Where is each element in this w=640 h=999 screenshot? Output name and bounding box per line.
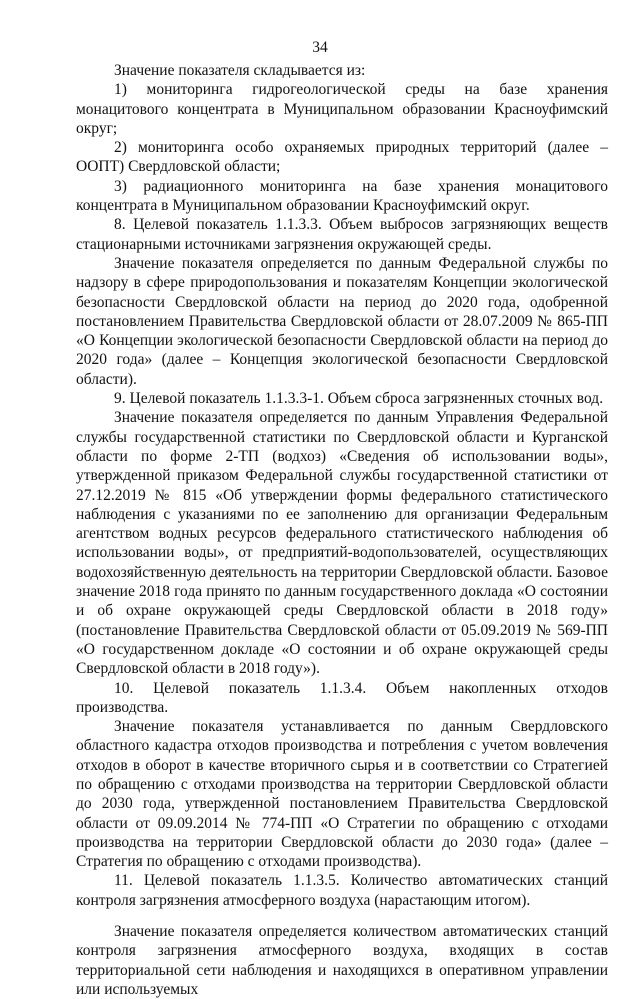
paragraph-item-2: 2) мониторинга особо охраняемых природных территорий (далее – ООПТ) Свердловской области; — [76, 139, 608, 176]
paragraph-indicator-8: 8. Целевой показатель 1.1.3.3. Объем выбросов загрязняющих веществ стационарными источниками загрязнения окружающей среды. — [76, 216, 608, 253]
paragraph-indicator-10: 10. Целевой показатель 1.1.3.4. Объем накопленных отходов производства. — [76, 679, 608, 716]
paragraph-indicator-11: 11. Целевой показатель 1.1.3.5. Количество автоматических станций контроля загрязнения атмосферного воздуха (нарастающим итогом). — [76, 872, 608, 909]
paragraph-composition-intro: Значение показателя складывается из: — [114, 62, 366, 79]
paragraph-indicator-10-description: Значение показателя устанавливается по данным Свердловского областного кадастра отходов производства и потребления с учетом вовлечения отходов в оборот в качестве вторичного сырья и в соответствии со Стратегией по обращению с отходами производства на территории Свердловской области до 2030 года, утвержденной постановлением Правительства Свердловской области от 09.09.2014 № 774-ПП «О Стратегии по обращению с отходами производства на территории Свердловской области до 2030 года» (далее – Стратегия по обращению с отходами производства). — [76, 718, 608, 871]
paragraph-indicator-8-description: Значение показателя определяется по данным Федеральной службы по надзору в сфере природопользования и показателям Концепции экологической безопасности Свердловской области на период до 2020 года, одобренной постановлением Правительства Свердловской области от 28.07.2009 № 865-ПП «О Концепции экологической безопасности Свердловской области на период до 2020 года» (далее – Концепция экологической безопасности Свердловской области). — [76, 254, 608, 388]
paragraph-item-1: 1) мониторинга гидрогеологической среды на базе хранения монацитового концентрата в Муниципальном образовании Красноуфимский округ; — [76, 81, 608, 137]
paragraph-item-3: 3) радиационного мониторинга на базе хранения монацитового концентрата в Муниципальном образовании Красноуфимский округ. — [76, 177, 608, 215]
page-number: 34 — [312, 39, 328, 56]
paragraph-indicator-11-description: Значение показателя определяется количеством автоматических станций контроля загрязнения атмосферного воздуха, входящих в состав территориальной сети наблюдения и находящихся в оперативном управлении или используемых — [76, 923, 608, 998]
paragraph-indicator-9-description: Значение показателя определяется по данным Управления Федеральной службы государственной статистики по Свердловской области и Курганской области по форме 2-ТП (водхоз) «Сведения об использовании воды», утвержденной приказом Федеральной службы государственной статистики от 27.12.2019 № 815 «Об утверждении формы федерального статистического наблюдения с указаниями по ее заполнению для организации Федеральным агентством водных ресурсов федерального статистического наблюдения об использовании воды», от предприятий-водопользователей, осуществляющих водохозяйственную деятельность на территории Свердловской области. Базовое значение 2018 года принято по данным государственного доклада «О состоянии и об охране окружающей среды Свердловской области в 2018 году» (постановление Правительства Свердловской области от 05.09.2019 № 569-ПП «О государственном докладе «О состоянии и об охране окружающей среды Свердловской области в 2018 году»). — [76, 409, 608, 678]
document-body — [76, 61, 608, 999]
paragraph-indicator-9: 9. Целевой показатель 1.1.3.3-1. Объем сброса загрязненных сточных вод. — [114, 390, 604, 408]
